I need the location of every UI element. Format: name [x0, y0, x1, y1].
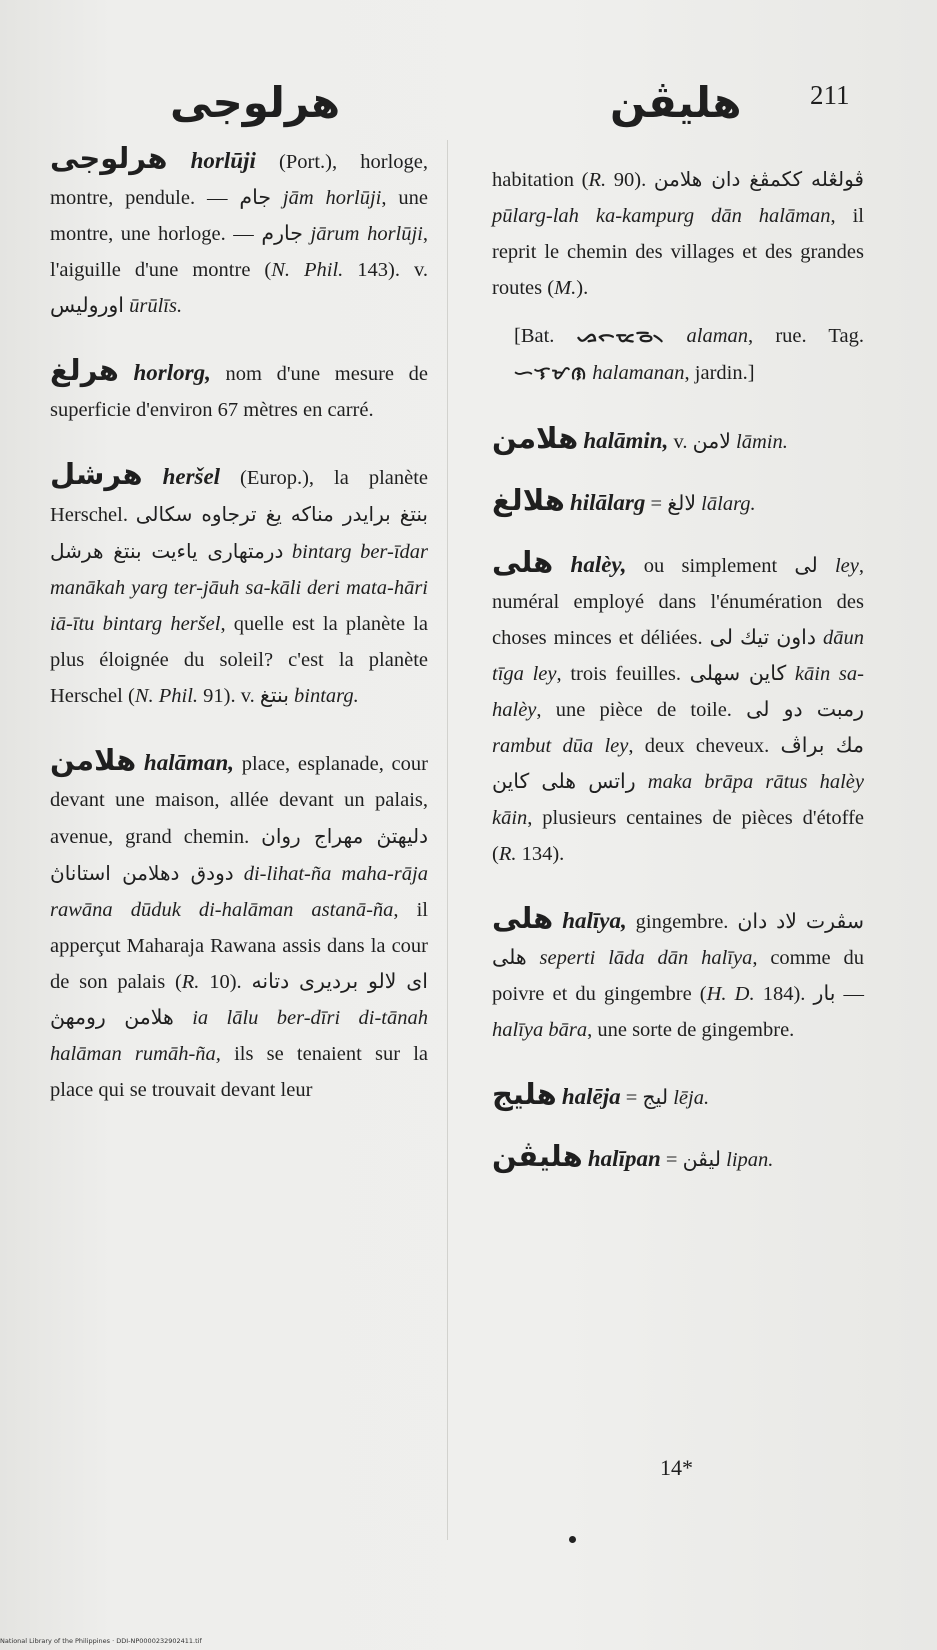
transliteration: jārum horlūji — [310, 223, 423, 245]
entry-continuation — [492, 161, 864, 306]
running-head-left: هرلوجى — [170, 78, 341, 127]
cognate-note — [492, 318, 864, 392]
entry-horlorg — [50, 352, 428, 428]
gloss: ils se tenaient sur la place qui se trouvait devant leur — [50, 1043, 428, 1101]
entry-haliya — [492, 900, 864, 1048]
source-ref: N. Phil. — [134, 685, 199, 707]
note-text: , rue. Tag. — [748, 324, 864, 347]
headword-arabic: هليج — [492, 1076, 557, 1111]
gloss: , l'aiguille d'une montre ( — [50, 223, 429, 281]
gloss: (Port.), horloge, montre, pendule. — جام — [50, 151, 429, 209]
source-ref: N. Phil. — [271, 259, 344, 281]
gloss: ). — [576, 276, 589, 299]
gloss: , il reprit le chemin des villages et des grandes routes ( — [492, 204, 864, 299]
entry-hilalarg — [492, 482, 864, 522]
transliteration: alaman — [664, 324, 748, 347]
headword-arabic: هلى — [492, 900, 554, 935]
transliteration: kāin sa-halèy — [492, 662, 864, 721]
gloss: , il apperçut Maharaja Rawana assis dans la cour de son palais ( — [50, 899, 428, 993]
headword: halēja — [561, 1083, 621, 1109]
headword-arabic: هرلوجى — [50, 141, 168, 175]
entry-haley — [492, 544, 864, 872]
source-ref: M. — [554, 276, 577, 299]
gloss: habitation ( — [492, 168, 589, 191]
gloss: (Europ.), la planète Herschel. — [50, 467, 429, 526]
column-rule — [447, 140, 448, 1540]
headword-arabic: هلامن — [50, 743, 137, 777]
tagalog-script: ᜑᜎᜋᜈ — [514, 362, 588, 384]
headword-arabic: هرلغ — [50, 353, 119, 387]
transliteration: pūlarg-lah ka-kampurg dān halāman — [492, 204, 831, 227]
gloss: 184). بار — — [754, 982, 865, 1005]
entry-horluji — [50, 140, 428, 324]
running-head — [0, 70, 937, 140]
gloss: , trois feuilles. كاين سهلى — [556, 662, 795, 685]
gloss: ou simplement لى — [626, 554, 835, 577]
gloss: 10). اى لالو برديرى دتانه هلامن رومهڽ — [50, 971, 428, 1029]
running-head-right: هليڤن — [610, 78, 742, 127]
transliteration: lipan. — [726, 1148, 774, 1171]
headword-arabic: هلالغ — [492, 482, 565, 517]
example-arabic: بنتغ برايدر مناكه يغ ترجاوه سكالى درمتهارى ياءيت بنتغ هرشل — [50, 502, 428, 563]
headword-arabic: هليڤن — [492, 1138, 583, 1173]
right-column — [492, 140, 864, 1200]
example-arabic: دليهتڽ مهراج روان دودق دهلامن استاناڽ — [50, 824, 428, 885]
headword: halāmin, — [583, 427, 669, 453]
entry-halamin — [492, 420, 864, 460]
transliteration: ūrūlīs. — [129, 295, 183, 317]
transliteration: ley — [834, 554, 859, 577]
example-arabic: ڤولڠله ككمڤغ دان هلامن — [653, 166, 864, 191]
headword: horlūji — [190, 148, 256, 173]
page-number: 211 — [810, 80, 850, 110]
transliteration: seperti lāda dān halīya — [539, 946, 753, 969]
headword: halèy, — [570, 551, 627, 577]
source-ref: H. D. — [706, 982, 755, 1005]
headword-arabic: هلى — [492, 544, 554, 579]
gloss: 143). v. اوروليس — [50, 259, 428, 317]
ink-dot — [569, 1536, 576, 1543]
source-ref: R. — [588, 168, 607, 191]
gloss: , une montre, une horloge. — جارم — [50, 187, 428, 245]
gloss: nom d'une mesure de superficie d'environ 67 mètres en carré. — [50, 363, 428, 421]
entry-haleja — [492, 1076, 864, 1116]
gloss: , une sorte de gingembre. — [587, 1018, 795, 1041]
headword-arabic: هرشل — [50, 457, 143, 491]
transliteration: dāun tīga ley — [492, 626, 865, 685]
headword: halāman, — [143, 750, 235, 775]
headword: horlorg, — [133, 360, 211, 385]
gloss: , numéral employé dans l'énumération des choses minces et déliées. داون تيك لى — [492, 554, 864, 649]
note-text: , jardin.] — [684, 361, 755, 384]
transliteration: bintarg ber-īdar manākah yarg ter-jāuh sa-kāli deri mata-hāri iā-ītu bintarg heršel — [50, 541, 429, 635]
source-ref: R. — [181, 971, 200, 993]
gloss: = ليج — [620, 1086, 674, 1109]
gloss: place, esplanade, cour devant une maison, allée devant un palais, avenue, grand chemin. — [50, 753, 428, 848]
transliteration: rambut dūa ley — [492, 734, 629, 757]
gloss: , deux cheveux. مك براڤ راتس هلى كاين — [492, 734, 864, 793]
transliteration: lāmin. — [736, 430, 788, 453]
source-ref: R. — [498, 842, 517, 865]
transliteration: di-lihat-ña maha-rāja rawāna dūduk di-halāman astanā-ña — [50, 863, 428, 921]
entry-halaman — [50, 742, 428, 1108]
gloss: = ليڤن — [660, 1148, 727, 1171]
left-column — [50, 140, 428, 1136]
headword: halīpan — [587, 1145, 661, 1171]
scan-footer: National Library of the Philippines · DDI-NP0000232902411.tif — [0, 1637, 202, 1645]
gloss: = لالغ — [645, 492, 702, 515]
gloss: v. لامن — [668, 430, 737, 453]
gloss: 134). — [516, 842, 565, 865]
entry-halipan — [492, 1138, 864, 1178]
gloss: , quelle est la planète la plus éloignée du soleil? c'est la planète Herschel ( — [50, 613, 428, 707]
transliteration: bintarg. — [294, 685, 359, 707]
gloss: 90). — [606, 168, 654, 191]
entry-hersel — [50, 456, 428, 714]
transliteration: maka brāpa rātus halèy kāin — [492, 770, 865, 829]
gloss: , comme du poivre et du gingembre ( — [492, 946, 865, 1005]
transliteration: halīya bāra — [492, 1018, 588, 1041]
note-text: [Bat. — [514, 324, 577, 347]
signature-mark: 14* — [660, 1455, 693, 1480]
gloss: , une pièce de toile. رمبت دو لى — [536, 698, 864, 721]
transliteration: jām horlūji — [282, 187, 382, 209]
headword: hilālarg — [569, 489, 646, 515]
transliteration: halamanan — [587, 361, 685, 384]
headword: heršel — [162, 464, 221, 489]
transliteration: lēja. — [673, 1086, 710, 1109]
batak-script: ᯀᯞᯔᯉ᯲ — [576, 325, 665, 347]
headword-arabic: هلامن — [492, 420, 579, 455]
gloss: gingembre. سڤرت لاد دان هلى — [492, 910, 865, 969]
gloss: 91). v. بنتغ — [198, 685, 295, 707]
transliteration: lālarg. — [701, 492, 756, 515]
gloss: , plusieurs centaines de pièces d'étoffe ( — [492, 806, 864, 865]
transliteration: ia lālu ber-dīri di-tānah halāman rumāh-ña, — [50, 1007, 429, 1065]
headword: halīya, — [562, 907, 627, 933]
